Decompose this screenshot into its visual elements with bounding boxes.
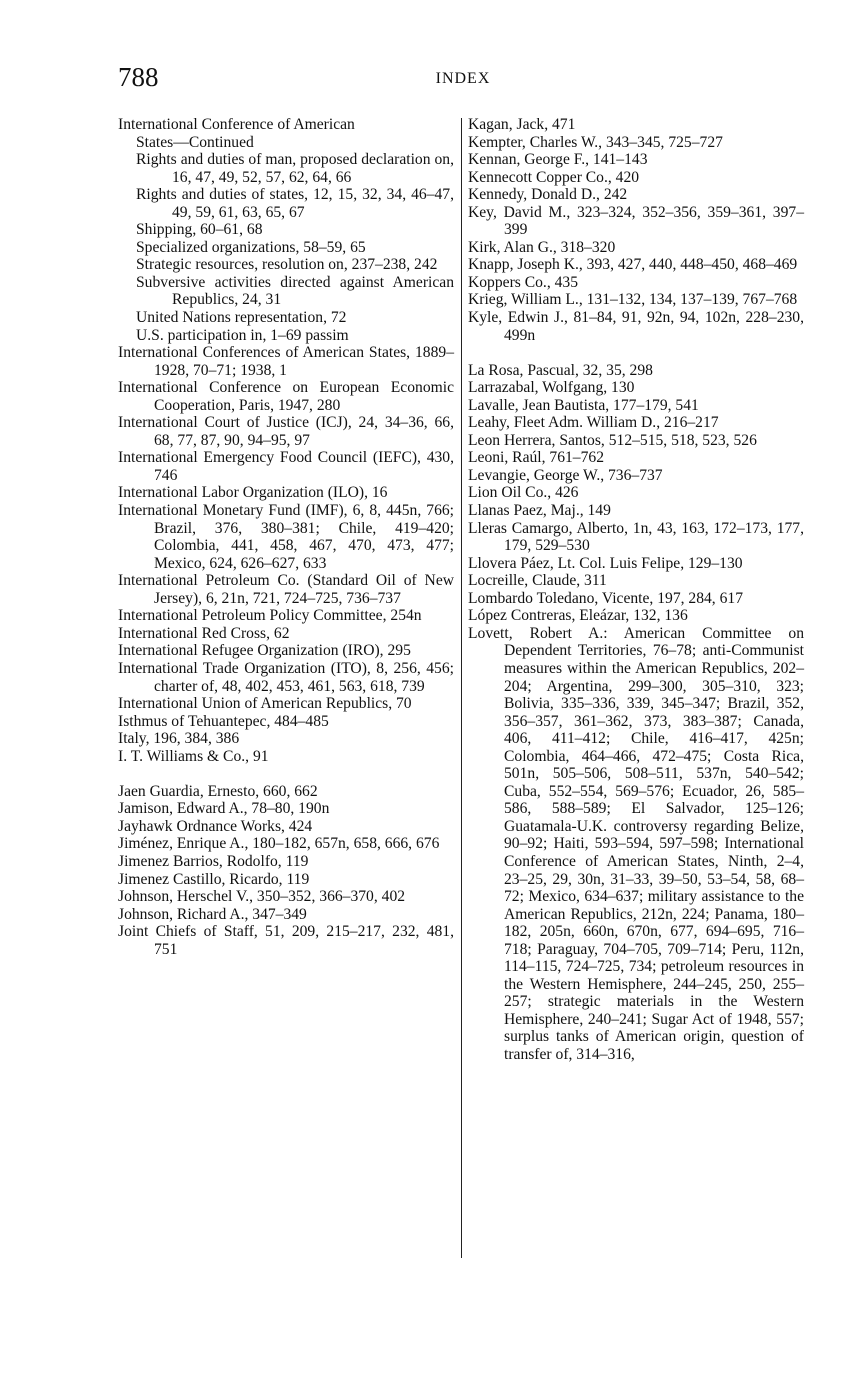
index-entry: Lion Oil Co., 426 <box>468 484 579 502</box>
index-column-left <box>118 116 454 958</box>
index-entry: Knapp, Joseph K., 393, 427, 440, 448–450, 468–469 <box>468 256 798 274</box>
index-entry: U.S. participation in, 1–69 passim <box>136 326 349 344</box>
index-entry: Lleras Camargo, Alberto, 1n, 43, 163, 172–173, 177, 179, 529–530 <box>468 519 804 555</box>
column-divider <box>461 118 462 1258</box>
index-entry: Locreille, Claude, 311 <box>468 572 607 590</box>
index-entry: La Rosa, Pascual, 32, 35, 298 <box>468 361 653 379</box>
index-entry: Isthmus of Tehuantepec, 484–485 <box>118 712 329 730</box>
index-entry: Rights and duties of states, 12, 15, 32, 34, 46–47, 49, 59, 61, 63, 65, 67 <box>136 186 454 221</box>
index-entry: Jaen Guardia, Ernesto, 660, 662 <box>118 782 318 800</box>
index-entry: Jamison, Edward A., 78–80, 190n <box>118 800 330 818</box>
running-head: INDEX <box>435 70 491 87</box>
index-entry: Kennecott Copper Co., 420 <box>468 168 640 186</box>
index-entry: International Monetary Fund (IMF), 6, 8, 445n, 766; Brazil, 376, 380–381; Chile, 419–420; Colombia, 441, 458, 467, 470, 473, 477; Mexico, 624, 626–627, 633 <box>118 502 454 572</box>
index-entry: Larrazabal, Wolfgang, 130 <box>468 379 635 397</box>
index-entry: Italy, 196, 384, 386 <box>118 730 240 748</box>
index-entry: United Nations representation, 72 <box>136 309 347 327</box>
index-entry: International Petroleum Co. (Standard Oil of New Jersey), 6, 21n, 721, 724–725, 736–737 <box>118 572 454 607</box>
index-entry: Leon Herrera, Santos, 512–515, 518, 523, 526 <box>468 431 757 449</box>
index-entry: Lombardo Toledano, Vicente, 197, 284, 617 <box>468 589 743 607</box>
index-entry: Levangie, George W., 736–737 <box>468 466 663 484</box>
index-entry: Koppers Co., 435 <box>468 273 579 291</box>
page-number: 788 <box>118 62 159 92</box>
index-entry: Johnson, Richard A., 347–349 <box>118 905 307 923</box>
index-entry: International Red Cross, 62 <box>118 624 290 642</box>
index-entry: Subversive activities directed against American Republics, 24, 31 <box>136 273 454 309</box>
index-entry: Kennan, George F., 141–143 <box>468 151 648 169</box>
index-entry: Kagan, Jack, 471 <box>468 116 576 133</box>
index-entry: Johnson, Herschel V., 350–352, 366–370, 402 <box>118 888 406 906</box>
index-entry: International Trade Organization (ITO), 8, 256, 456; charter of, 48, 402, 453, 461, 563, 618, 739 <box>118 659 454 695</box>
index-entry: International Union of American Republics, 70 <box>118 695 412 713</box>
index-entry: Jayhawk Ordnance Works, 424 <box>118 817 313 835</box>
index-entry: Kirk, Alan G., 318–320 <box>468 238 616 256</box>
index-entry: Kempter, Charles W., 343–345, 725–727 <box>468 133 723 151</box>
index-entry: International Conference on European Economic Cooperation, Paris, 1947, 280 <box>118 379 454 414</box>
index-entry: Joint Chiefs of Staff, 51, 209, 215–217, 232, 481, 751 <box>118 923 454 958</box>
index-entry: I. T. Williams & Co., 91 <box>118 747 269 765</box>
index-entry: International Refugee Organization (IRO), 295 <box>118 642 411 660</box>
index-entry: Kennedy, Donald D., 242 <box>468 186 628 204</box>
index-entry: Lavalle, Jean Bautista, 177–179, 541 <box>468 396 699 414</box>
index-entry: Llovera Páez, Lt. Col. Luis Felipe, 129–130 <box>468 554 743 572</box>
index-entry: Leahy, Fleet Adm. William D., 216–217 <box>468 414 719 432</box>
index-entry: International Emergency Food Council (IEFC), 430, 746 <box>118 449 454 484</box>
index-entry: Key, David M., 323–324, 352–356, 359–361, 397–399 <box>468 203 804 239</box>
index-entry: Llanas Paez, Maj., 149 <box>468 502 611 520</box>
index-entry: Shipping, 60–61, 68 <box>136 221 263 239</box>
index-entry: Krieg, William L., 131–132, 134, 137–139, 767–768 <box>468 291 798 309</box>
index-entry: Rights and duties of man, proposed declaration on, 16, 47, 49, 52, 57, 62, 64, 66 <box>136 151 454 186</box>
index-entry: Jimenez Barrios, Rodolfo, 119 <box>118 852 309 870</box>
index-entry: Kyle, Edwin J., 81–84, 91, 92n, 94, 102n, 228–230, 499n <box>468 309 804 344</box>
index-entry: Specialized organizations, 58–59, 65 <box>136 238 366 256</box>
index-entry: International Conference of American <box>118 116 355 133</box>
index-entry: International Petroleum Policy Committee, 254n <box>118 607 422 625</box>
index-entry: Strategic resources, resolution on, 237–238, 242 <box>136 256 438 274</box>
index-entry: International Conferences of American States, 1889–1928, 70–71; 1938, 1 <box>118 344 454 379</box>
index-entry: International Court of Justice (ICJ), 24, 34–36, 66, 68, 77, 87, 90, 94–95, 97 <box>118 414 454 449</box>
page-header <box>118 62 808 96</box>
index-entry: States—Continued <box>136 133 254 151</box>
index-column-right <box>468 116 804 1064</box>
index-entry: Lovett, Robert A.: American Committee on Dependent Territories, 76–78; anti-Communist measures within the American Republics, 202–204; Argentina, 299–300, 305–310, 323; Bolivia, 335–336, 339, 345–347; Brazil, 352, 356–357, 361–362, 373, 383–387; Canada, 406, 411–412; Chile, 416–417, 425n; Colombia, 464–466, 472–475; Costa Rica, 501n, 505–506, 508–511, 537n, 540–542; Cuba, 552–554, 569–576; Ecuador, 26, 585–586, 588–589; El Salvador, 125–126; Guatamala-U.K. controversy regarding Belize, 90–92; Haiti, 593–594, 597–598; International Conference of American States, Ninth, 2–4, 23–25, 29, 30n, 31–33, 39–50, 53–54, 58, 68–72; Mexico, 634–637; military assistance to the American Republics, 212n, 224; Panama, 180–182, 205n, 660n, 670n, 677, 694–695, 716–718; Paraguay, 704–705, 709–714; Peru, 112n, 114–115, 724–725, 734; petroleum resources in the Western Hemisphere, 244–245, 250, 255–257; strategic materials in the Western Hemisphere, 240–241; Sugar Act of 1948, 557; surplus tanks of American origin, question of transfer of, 314–316, <box>468 624 804 1063</box>
index-entry: Jimenez Castillo, Ricardo, 119 <box>118 870 310 888</box>
index-entry: Leoni, Raúl, 761–762 <box>468 449 604 467</box>
index-entry: Jiménez, Enrique A., 180–182, 657n, 658, 666, 676 <box>118 835 440 853</box>
index-entry: López Contreras, Eleázar, 132, 136 <box>468 607 688 625</box>
index-entry: International Labor Organization (ILO), 16 <box>118 484 388 502</box>
